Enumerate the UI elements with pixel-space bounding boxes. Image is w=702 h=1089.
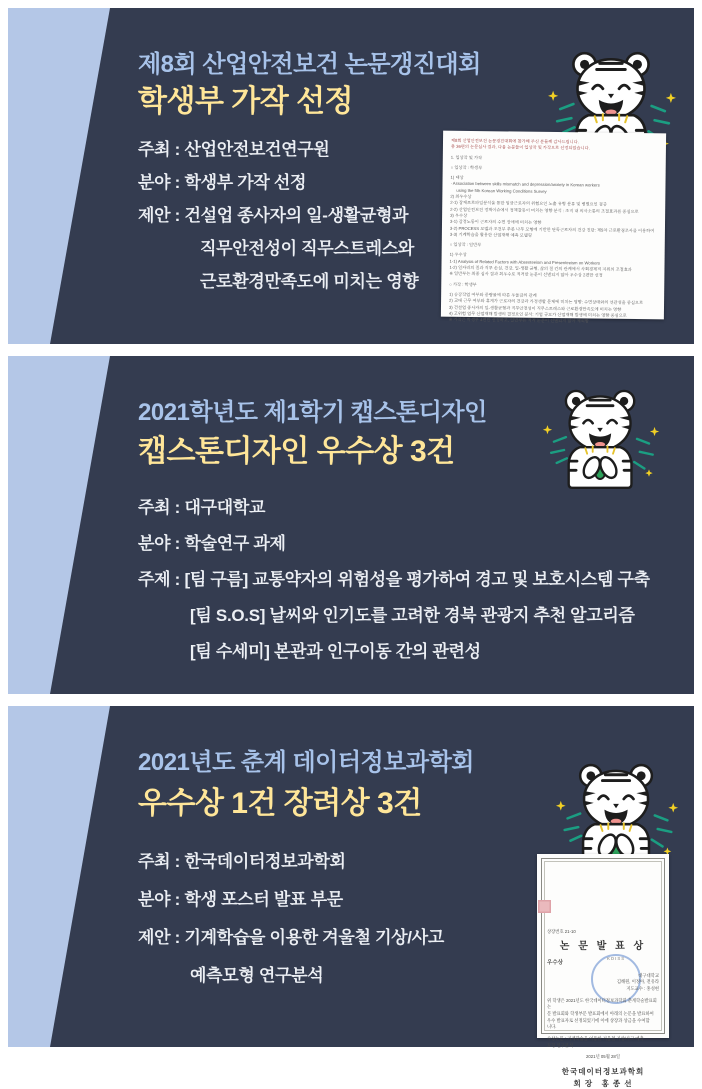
text-line: 주최 : 산업안전보건연구원 xyxy=(138,140,330,159)
text-line: 2) 교대 근무 여부와 휴게가 근로자의 건강과 가정생활 문제에 미치는 영향: 수면상태와의 연관성을 중심으로 xyxy=(449,297,644,306)
text-line: 주최 : 대구대학교 xyxy=(138,498,266,517)
text-line: 제안 : 기계학습을 이용한 겨울철 기상/사고 xyxy=(138,928,444,947)
diagonal-accent-band xyxy=(8,356,128,694)
text-line: 우수상 xyxy=(547,960,563,967)
text-line: 김해원, 이정아, 전유라 xyxy=(616,979,659,985)
text-line: 주최 : 한국데이터정보과학회 xyxy=(138,852,346,871)
text-line: · Association between skills mismatch and depression/anxiety in Korean workers xyxy=(450,181,600,189)
award-panel-1 xyxy=(8,8,694,344)
text-line: 논 문 발 표 상 xyxy=(559,940,647,952)
text-line: 지도교수 : 홍성현 xyxy=(626,985,659,991)
text-line: 회 장 홍 종 선 xyxy=(573,1078,633,1088)
text-line: 문 발표회와 학생부문 발표회에서 아래의 논문을 발표하여 xyxy=(547,1010,654,1016)
text-line: 3-3) 기계학습을 활용한 산업재해 예측 모델링 xyxy=(449,231,532,238)
text-line: 3-2) PROCESS 모델과 조건부 추론 나무 모형에 기반한 단독근로자의 건강 진단: 제5차 근로환경조사를 이용하여 xyxy=(449,225,655,233)
award-panel-2 xyxy=(8,356,694,694)
white-tiger-clapping-icon xyxy=(554,760,680,869)
text-line: 위 학생은 2021년도 한국데이터정보과학회 춘계학술발표회 논 xyxy=(547,997,657,1010)
text-line: 수상논문 : 기계학습을 이용한 겨울철 기상/사고 예측 xyxy=(547,1035,644,1041)
text-line: 4) 고위험 업무 산업재해 발생의 결정요인 분석: 기업 규모가 산업재해 발생에 미치는 영향 중심으로 xyxy=(448,310,627,318)
text-line: ※ 가작은 학생부 4편만 선정하고, 일반부는 적격 논문이 선별되지 않아 제외함 xyxy=(448,316,589,324)
text-line: ※ 일반부는 최종 심사 결과 최우수로 적격한 논문이 선별되지 않아 우수상 2편만 선정 xyxy=(449,271,603,278)
text-line: 2-2) 산업안전보건 정책이슈에서 정책갈등이 미치는 영향 분석 : 조직 내 의사소통의 조절효과를 중심으로 xyxy=(450,206,639,214)
text-line: 제안 : 건설업 종사자의 일-생활균형과 xyxy=(138,206,409,225)
award-panel-3 xyxy=(8,706,694,1088)
text-line: 분야 : 학생 포스터 발표 부문 xyxy=(138,890,343,909)
diagonal-accent-band xyxy=(8,8,128,344)
text-line: 2021년 05월 28일 xyxy=(586,1054,620,1060)
text-line: 1) 승강작업 여부와 중량물에 따른 우울감의 관계 xyxy=(449,291,537,298)
text-line: 2) 최우수상 xyxy=(450,193,472,200)
white-tiger-clapping-icon xyxy=(541,386,661,490)
panel-subtitle: 2021년도 춘계 데이터정보과학회 xyxy=(138,749,474,776)
text-line: 분야 : 학생부 가작 선정 xyxy=(138,173,307,192)
text-line: 제8회 산업안전보건 논문경진대회에 참가해 주신 분들께 감사드립니다. xyxy=(450,137,579,145)
diagonal-accent-band xyxy=(8,706,128,1047)
text-line: ○ 가작 : 학생부 xyxy=(449,281,477,287)
text-line: 3) 건설업 종사자의 일-생활균형과 직무안전성이 직무스트레스와 근로환경만족도에 미치는 영향 xyxy=(448,304,622,312)
text-line: 모형 연구분석 xyxy=(547,1042,574,1048)
notice-document xyxy=(441,131,666,324)
panel-subtitle: 제8회 산업안전보건 논문갱진대회 xyxy=(138,51,481,78)
text-line: 1. 입상작 및 가작 xyxy=(450,154,483,160)
panel-title: 캡스톤디자인 우수상 3건 xyxy=(138,435,455,468)
text-line: 근로환경만족도에 미치는 영향 xyxy=(200,272,419,291)
text-line: 직무안전성이 직무스트레스와 xyxy=(200,239,415,258)
text-line: ○ 입상작 : 학생부 xyxy=(450,164,483,171)
panel-subtitle: 2021학년도 제1학기 캡스톤디자인 xyxy=(138,399,487,426)
text-line: 니다. xyxy=(547,1024,557,1030)
text-line: 주제 : [팀 구름] 교통약자의 위험성을 평가하여 경고 및 보호시스템 구축 xyxy=(138,570,650,589)
certificate-text xyxy=(547,929,659,1089)
text-line: 총 36편의 논문심사 결과, 다음 논문들이 입상작 및 가작으로 선정되었습니다. xyxy=(450,144,590,151)
panel-title: 학생부 가작 선정 xyxy=(138,85,354,118)
award-info xyxy=(138,852,444,1004)
text-line: 3-1) 감정노동이 근로자의 수면 장애에 미치는 영향 xyxy=(450,219,542,226)
text-line: 1) 우수상 xyxy=(449,252,467,258)
award-info xyxy=(138,498,650,678)
text-line: 한국데이터정보과학회 xyxy=(561,1066,645,1076)
text-line: 1) 대상 xyxy=(450,174,464,181)
text-line: using the 5th Korean Working Conditions Survey xyxy=(456,187,547,194)
text-line: 대구대학교 xyxy=(638,972,659,978)
award-info xyxy=(138,140,418,305)
certificate-document xyxy=(537,854,669,1088)
red-stamp-seal xyxy=(538,900,551,913)
text-line: 3) 우수상 xyxy=(450,212,468,218)
text-line: 상장번호 21-10 xyxy=(547,929,576,934)
text-line: ○ 입상작 : 일반부 xyxy=(449,241,482,248)
text-line: 1-2) 일자리의 질과 직무 손실, 건강, 일-생활 균형, 삶의 질 간의 관계에서 사회경제적 지위의 조절효과 xyxy=(449,264,632,273)
text-line: 2-1) 잠재프로파일분석을 통한 임금근로자의 위험요인 노출 유형 분류 및 병별요인 검증 xyxy=(450,200,607,208)
text-line: [팀 수세미] 본관과 인구이동 간의 관련성 xyxy=(190,642,481,661)
panel-title: 우수상 1건 장려상 3건 xyxy=(138,787,422,820)
text-line: 분야 : 학술연구 과제 xyxy=(138,534,286,553)
text-line: 1-1) Analysis of Related Factors with Absenteeism and Presenteeism on Workers xyxy=(449,258,601,266)
text-line: 우수 발표자로 선정되었기에 이에 상장과 상금을 수여합 xyxy=(547,1017,650,1023)
text-line: 예측모형 연구분석 xyxy=(190,966,324,985)
kdiss-watermark-seal: KDISS xyxy=(591,954,641,1004)
text-line: [팀 S.O.S] 날씨와 인기도를 고려한 경북 관광지 추천 알고리즘 xyxy=(190,606,635,625)
